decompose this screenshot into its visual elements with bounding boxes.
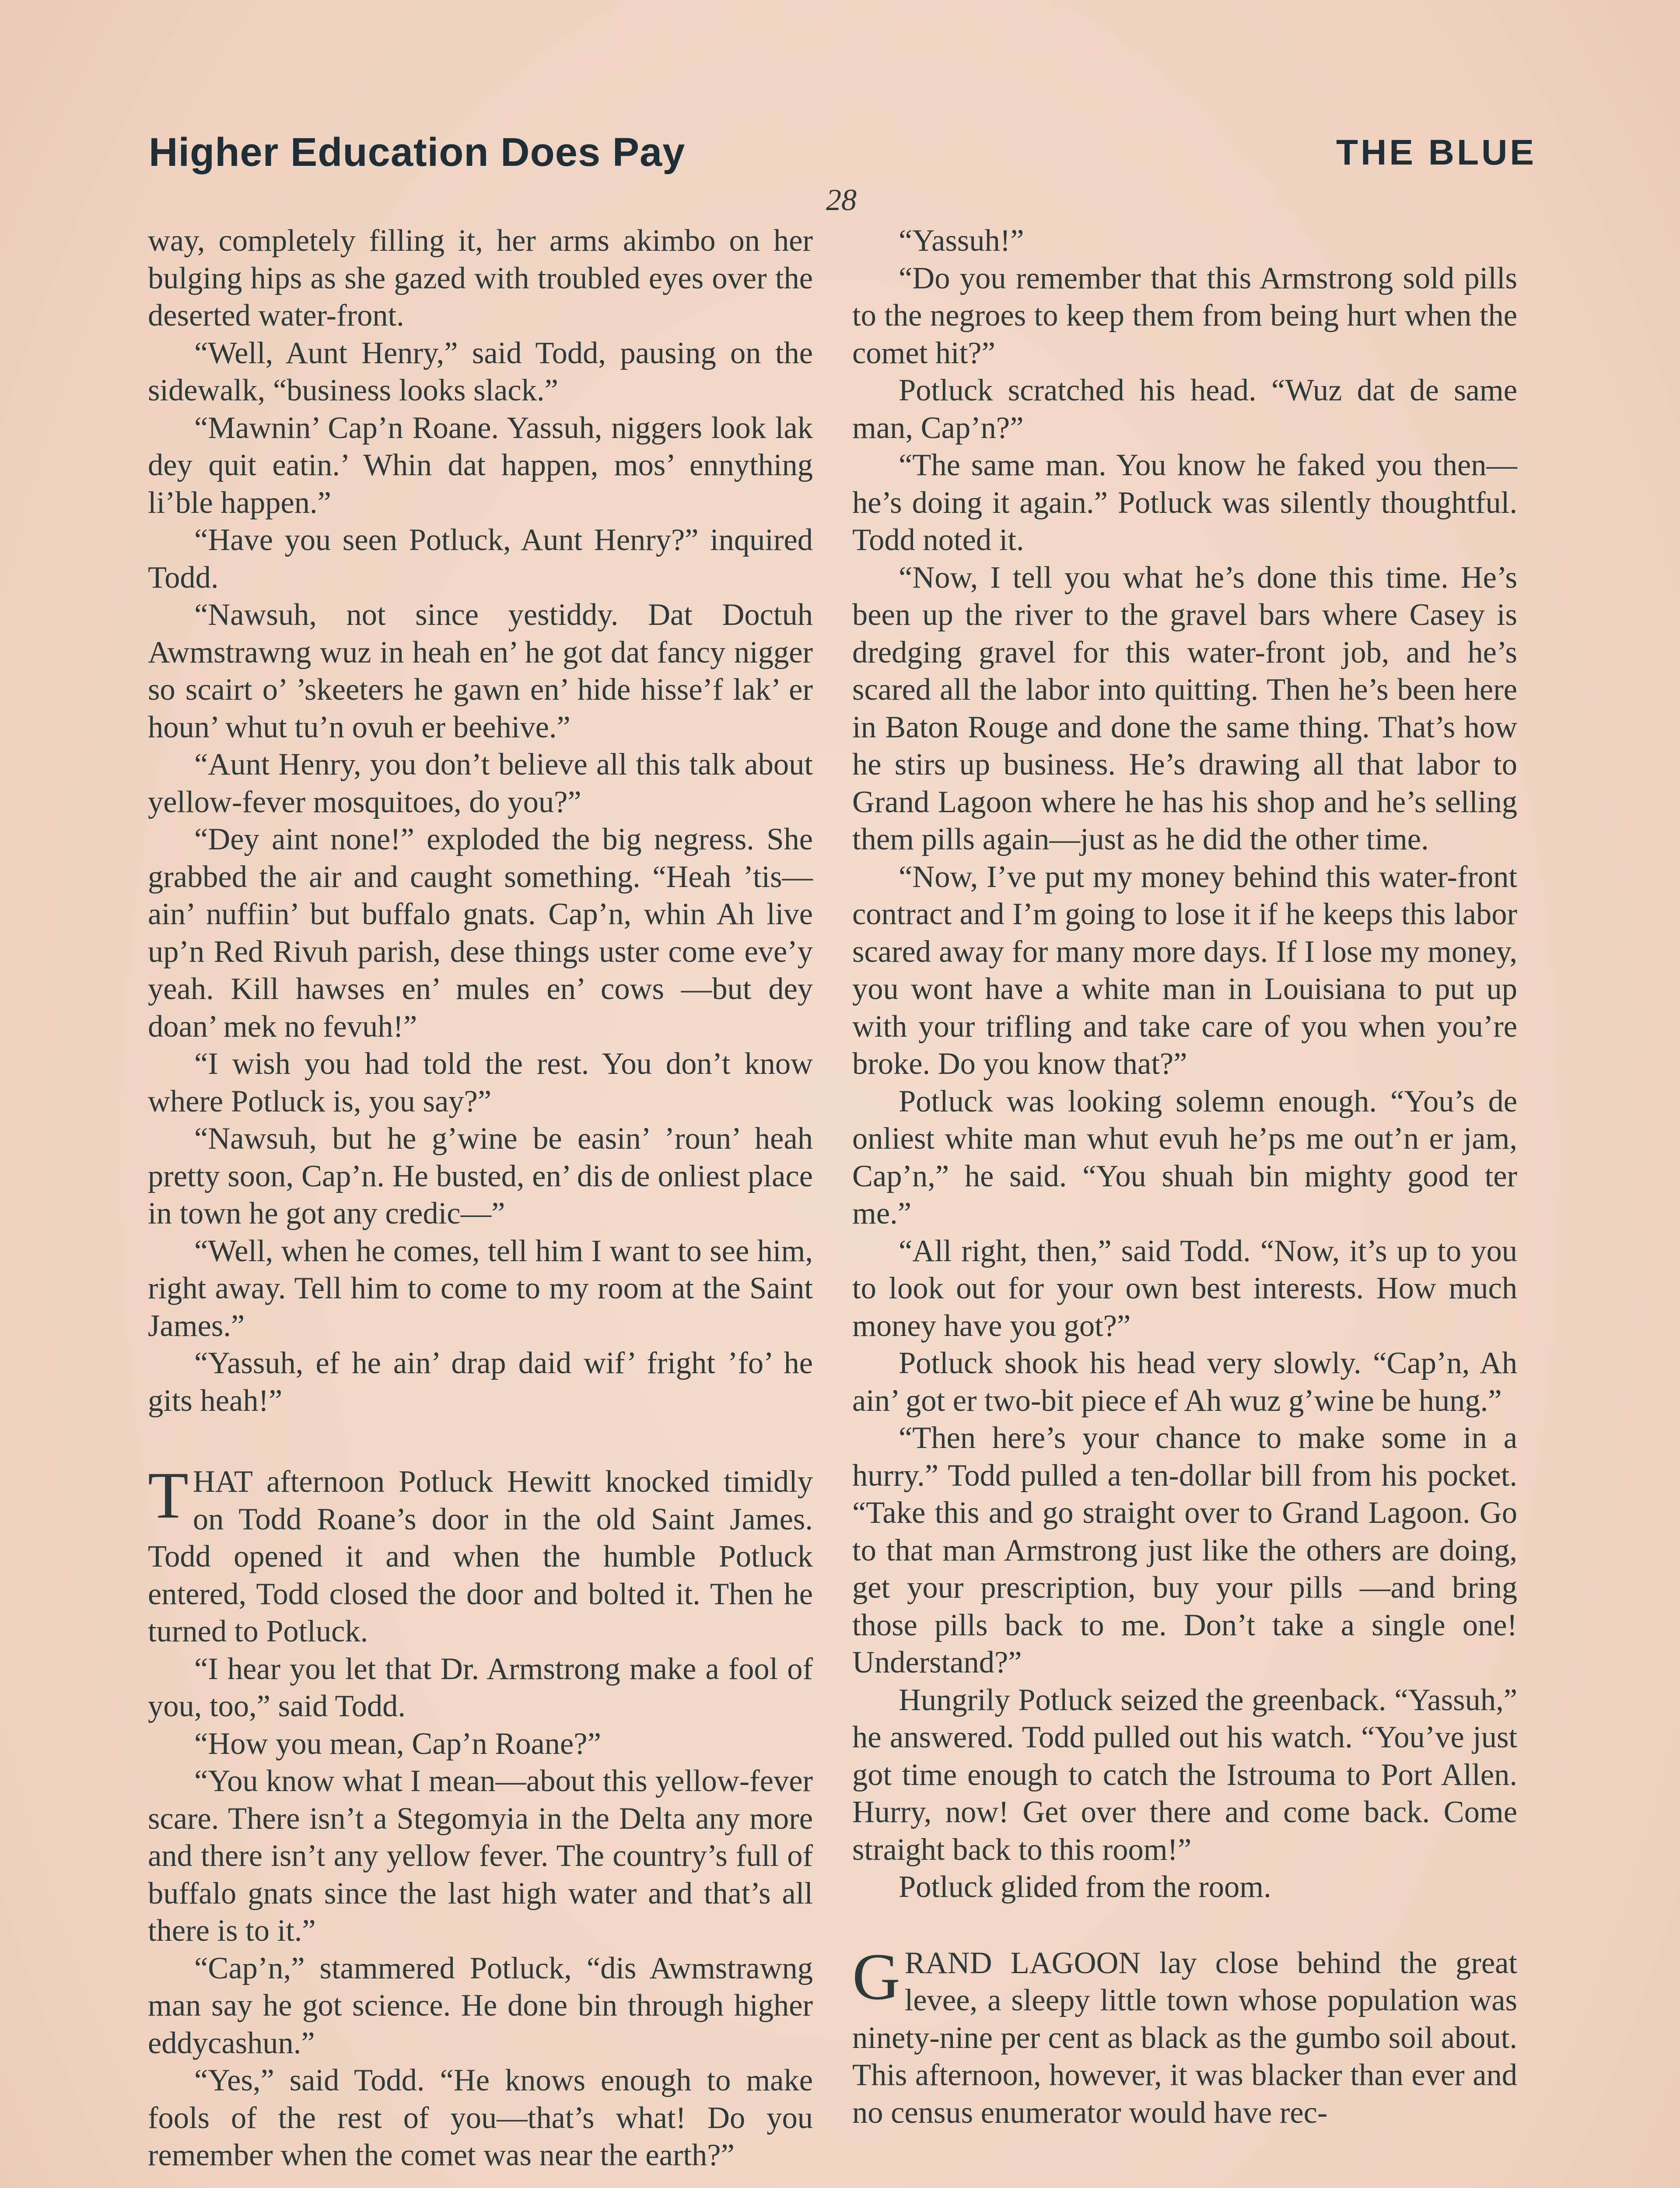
right-text-column (852, 222, 1517, 2132)
paragraph: “Dey aint none!” exploded the big negress. She grabbed the air and caught something. “Heah ’tis—ain’ nuffiin’ but buffalo gnats. Cap’n, whin Ah live up’n Red Rivuh parish, dese things uster come eve’y yeah. Kill hawses en’ mules en’ cows —but dey doan’ mek no fevuh!” (148, 822, 813, 1044)
paragraph-text: RAND LAGOON lay close behind the great levee, a sleepy little town whose population was ninety-nine per cent as black as the gumbo soil about. This afternoon, however, it was blacker than ever and no census enumerator would have rec- (852, 1946, 1517, 2130)
page-number: 28 (826, 183, 857, 217)
paragraph: “Have you seen Potluck, Aunt Henry?” inquired Todd. (148, 523, 813, 595)
paragraph: “Mawnin’ Cap’n Roane. Yassuh, niggers look lak dey quit eatin.’ Whin dat happen, mos’ ennything li’ble happen.” (148, 410, 813, 520)
section-opening-paragraph (148, 1459, 813, 1651)
paragraph: “Do you remember that this Armstrong sold pills to the negroes to keep them from being hurt when the comet hit?” (852, 261, 1517, 370)
running-head-magazine-name: THE BLUE (1336, 133, 1536, 172)
left-text-column (148, 222, 813, 2174)
drop-cap: T (148, 1459, 189, 1532)
running-head-story-title: Higher Education Does Pay (149, 130, 686, 175)
paragraph: “Yes,” said Todd. “He knows enough to make fools of the rest of you—that’s what! Do you remember when the comet was near the earth?” (148, 2063, 813, 2172)
paragraph-text: HAT afternoon Potluck Hewitt knocked timidly on Todd Roane’s door in the old Saint James. Todd opened it and when the humble Potluck entered, Todd closed the door and bolted it. Then he turned to Potluck. (148, 1465, 813, 1648)
paragraph: “How you mean, Cap’n Roane?” (194, 1726, 601, 1761)
paragraph: way, completely filling it, her arms akimbo on her bulging hips as she gazed with troubled eyes over the deserted water-front. (148, 224, 813, 333)
paragraph: Potluck scratched his head. “Wuz dat de same man, Cap’n?” (852, 373, 1517, 445)
section-opening-paragraph (852, 1939, 1517, 2132)
paragraph: “Well, when he comes, tell him I want to see him, right away. Tell him to come to my room at the Saint James.” (148, 1234, 813, 1343)
paragraph: “Aunt Henry, you don’t believe all this talk about yellow-fever mosquitoes, do you?” (148, 747, 813, 819)
section-break (852, 1906, 1517, 1945)
paragraph: “I hear you let that Dr. Armstrong make a fool of you, too,” said Todd. (148, 1652, 813, 1723)
paragraph: “Yassuh!” (899, 224, 1024, 258)
paragraph: Potluck glided from the room. (899, 1870, 1271, 1904)
paragraph: “Cap’n,” stammered Potluck, “dis Awmstrawng man say he got science. He done bin through higher eddycashun.” (148, 1951, 813, 2060)
section-break (148, 1420, 813, 1463)
paragraph: Potluck was looking solemn enough. “You’s de onliest white man whut evuh he’ps me out’n er jam, Cap’n,” he said. “You shuah bin mighty good ter me.” (852, 1084, 1517, 1231)
drop-cap: G (852, 1939, 900, 2013)
paragraph: “All right, then,” said Todd. “Now, it’s up to you to look out for your own best interests. How much money have you got?” (852, 1234, 1517, 1343)
paragraph: “You know what I mean—about this yellow-fever scare. There isn’t a Stegomyia in the Delta any more and there isn’t any yellow fever. The country’s full of buffalo gnats since the last high water and that’s all there is to it.” (148, 1764, 813, 1948)
paragraph: “Now, I tell you what he’s done this time. He’s been up the river to the gravel bars where Casey is dredging gravel for this water-front job, and he’s scared all the labor into quitting. Then he’s been here in Baton Rouge and done the same thing. That’s how he stirs up business. He’s drawing all that labor to Grand Lagoon where he has his shop and he’s selling them pills again—just as he did the other time. (852, 560, 1517, 856)
paragraph: “The same man. You know he faked you then—he’s doing it again.” Potluck was silently thoughtful. Todd noted it. (852, 448, 1517, 557)
paragraph: “Yassuh, ef he ain’ drap daid wif’ fright ’fo’ he gits heah!” (148, 1346, 813, 1418)
paragraph: “Nawsuh, but he g’wine be easin’ ’roun’ heah pretty soon, Cap’n. He busted, en’ dis de onliest place in town he got any credic—” (148, 1122, 813, 1231)
paragraph: “Then here’s your chance to make some in a hurry.” Todd pulled a ten-dollar bill from his pocket. “Take this and go straight over to Grand Lagoon. Go to that man Armstrong just like the others are doing, get your prescription, buy your pills —and bring those pills back to me. Don’t take a single one! Understand?” (852, 1421, 1517, 1680)
paragraph: “Nawsuh, not since yestiddy. Dat Doctuh Awmstrawng wuz in heah en’ he got dat fancy nigger so scairt o’ ’skeeters he gawn en’ hide hisse’f lak’ er houn’ whut tu’n ovuh er beehive.” (148, 598, 813, 744)
paragraph: Hungrily Potluck seized the greenback. “Yassuh,” he answered. Todd pulled out his watch. “You’ve just got time enough to catch the Istrouma to Port Allen. Hurry, now! Get over there and come back. Come straight back to this room!” (852, 1683, 1517, 1867)
paragraph: “I wish you had told the rest. You don’t know where Potluck is, you say?” (148, 1047, 813, 1119)
paragraph: “Well, Aunt Henry,” said Todd, pausing on the sidewalk, “business looks slack.” (148, 336, 813, 407)
paragraph: Potluck shook his head very slowly. “Cap’n, Ah ain’ got er two-bit piece ef Ah wuz g’wine be hung.” (852, 1346, 1517, 1418)
paragraph: “Now, I’ve put my money behind this water-front contract and I’m going to lose it if he keeps this labor scared away for many more days. If I lose my money, you wont have a white man in Louisiana to put up with your trifling and take care of you when you’re broke. Do you know that?” (852, 859, 1517, 1081)
